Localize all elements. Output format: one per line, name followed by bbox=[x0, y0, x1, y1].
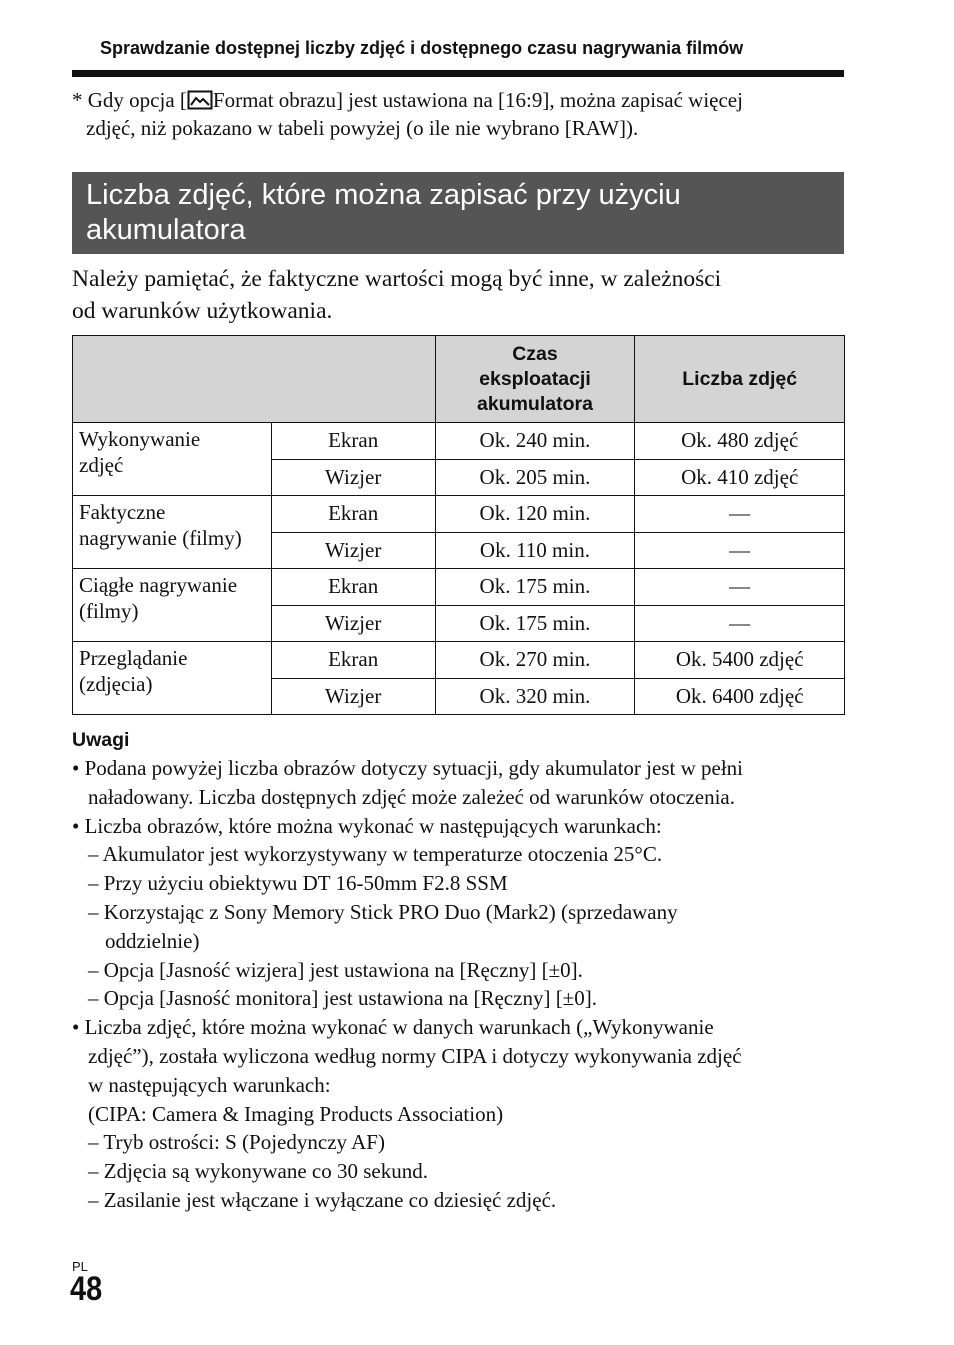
time-cell: Ok. 175 min. bbox=[435, 569, 635, 606]
shots-cell: Ok. 5400 zdjęć bbox=[635, 642, 845, 679]
shots-cell: Ok. 480 zdjęć bbox=[635, 423, 845, 460]
category-line2: zdjęć bbox=[79, 453, 124, 477]
notes-title: Uwagi bbox=[72, 729, 130, 751]
footnote-marker: * bbox=[72, 88, 83, 112]
note-line: – Zdjęcia są wykonywane co 30 sekund. bbox=[88, 1159, 428, 1184]
shots-cell: — bbox=[635, 605, 845, 642]
header-rule bbox=[72, 70, 844, 77]
mode-cell: Wizjer bbox=[271, 459, 435, 496]
note-line: • Podana powyżej liczba obrazów dotyczy sytuacji, gdy akumulator jest w pełni bbox=[72, 756, 743, 780]
running-header: Sprawdzanie dostępnej liczby zdjęć i dostępnego czasu nagrywania filmów bbox=[100, 38, 744, 58]
mode-cell: Ekran bbox=[271, 496, 435, 533]
intro-line2: od warunków użytkowania. bbox=[72, 298, 333, 324]
page-number: 48 bbox=[70, 1270, 103, 1308]
note-line: – Zasilanie jest włączane i wyłączane co dziesięć zdjęć. bbox=[88, 1187, 557, 1212]
note-line: • Liczba obrazów, które można wykonać w następujących warunkach: bbox=[72, 813, 662, 838]
intro-line1: Należy pamiętać, że faktyczne wartości mogą być inne, w zależności bbox=[72, 266, 722, 292]
table-header-blank bbox=[73, 336, 436, 423]
category-line1: Ciągłe nagrywanie bbox=[79, 573, 238, 597]
note-line: (CIPA: Camera & Imaging Products Association) bbox=[88, 1101, 504, 1126]
category-line1: Faktyczne bbox=[79, 500, 166, 524]
note-line: • Liczba zdjęć, które można wykonać w danych warunkach („Wykonywanie bbox=[72, 1015, 714, 1040]
section-title-line1: Liczba zdjęć, które można zapisać przy użyciu bbox=[86, 179, 681, 211]
category-line1: Wykonywanie bbox=[79, 427, 201, 451]
category-line2: (filmy) bbox=[79, 599, 139, 623]
mode-cell: Wizjer bbox=[271, 678, 435, 715]
note-line: – Akumulator jest wykorzystywany w temperaturze otoczenia 25°C. bbox=[88, 842, 663, 867]
table-header-row bbox=[73, 336, 845, 423]
note-line: – Tryb ostrości: S (Pojedynczy AF) bbox=[88, 1130, 385, 1155]
category-cell bbox=[73, 642, 272, 715]
note-line: naładowany. Liczba dostępnych zdjęć może zależeć od warunków otoczenia. bbox=[88, 784, 736, 809]
category-line2: (zdjęcia) bbox=[79, 672, 153, 696]
time-cell: Ok. 120 min. bbox=[435, 496, 635, 533]
page-language: PL bbox=[72, 1259, 88, 1274]
table-header-shots: Liczba zdjęć bbox=[635, 336, 845, 423]
mode-cell: Ekran bbox=[271, 642, 435, 679]
category-line2: nagrywanie (filmy) bbox=[79, 526, 242, 550]
time-cell: Ok. 270 min. bbox=[435, 642, 635, 679]
header-time-line2: eksploatacji bbox=[479, 367, 591, 390]
time-cell: Ok. 205 min. bbox=[435, 459, 635, 496]
mode-cell: Wizjer bbox=[271, 532, 435, 569]
note-line: zdjęć”), została wyliczona według normy CIPA i dotyczy wykonywania zdjęć bbox=[88, 1043, 742, 1068]
mode-cell: Wizjer bbox=[271, 605, 435, 642]
note-line: – Opcja [Jasność monitora] jest ustawiona na [Ręczny] [±0]. bbox=[88, 986, 597, 1011]
shots-cell: Ok. 410 zdjęć bbox=[635, 459, 845, 496]
table-row bbox=[73, 569, 845, 606]
footnote bbox=[72, 86, 844, 142]
shots-cell: — bbox=[635, 569, 845, 606]
image-frame-icon bbox=[187, 89, 213, 109]
section-heading bbox=[72, 172, 844, 254]
table-row bbox=[73, 423, 845, 460]
note-line: – Korzystając z Sony Memory Stick PRO Duo (Mark2) (sprzedawany bbox=[88, 899, 678, 924]
time-cell: Ok. 110 min. bbox=[435, 532, 635, 569]
category-cell bbox=[73, 496, 272, 569]
time-cell: Ok. 175 min. bbox=[435, 605, 635, 642]
category-cell bbox=[73, 569, 272, 642]
footnote-text-line2: zdjęć, niż pokazano w tabeli powyżej (o ile nie wybrano [RAW]). bbox=[86, 116, 639, 140]
shots-cell: Ok. 6400 zdjęć bbox=[635, 678, 845, 715]
intro-paragraph bbox=[72, 263, 844, 327]
notes-list bbox=[72, 754, 862, 1215]
note-line: oddzielnie) bbox=[105, 928, 200, 953]
time-cell: Ok. 320 min. bbox=[435, 678, 635, 715]
note-line: w następujących warunkach: bbox=[88, 1072, 331, 1097]
footnote-text-pre: Gdy opcja [ bbox=[87, 88, 187, 112]
shots-cell: — bbox=[635, 532, 845, 569]
category-cell bbox=[73, 423, 272, 496]
table-row bbox=[73, 496, 845, 533]
header-time-line1: Czas bbox=[512, 342, 558, 365]
mode-cell: Ekran bbox=[271, 569, 435, 606]
category-line1: Przeglądanie bbox=[79, 646, 188, 670]
battery-table bbox=[72, 335, 845, 715]
note-line: – Opcja [Jasność wizjera] jest ustawiona na [Ręczny] [±0]. bbox=[88, 957, 583, 982]
shots-cell: — bbox=[635, 496, 845, 533]
mode-cell: Ekran bbox=[271, 423, 435, 460]
table-header-time bbox=[435, 336, 635, 423]
footnote-text-post: Format obrazu] jest ustawiona na [16:9], można zapisać więcej bbox=[212, 88, 743, 112]
header-time-line3: akumulatora bbox=[476, 392, 593, 415]
table-row bbox=[73, 642, 845, 679]
time-cell: Ok. 240 min. bbox=[435, 423, 635, 460]
section-title-line2: akumulatora bbox=[86, 214, 246, 246]
note-line: – Przy użyciu obiektywu DT 16-50mm F2.8 SSM bbox=[88, 871, 508, 896]
